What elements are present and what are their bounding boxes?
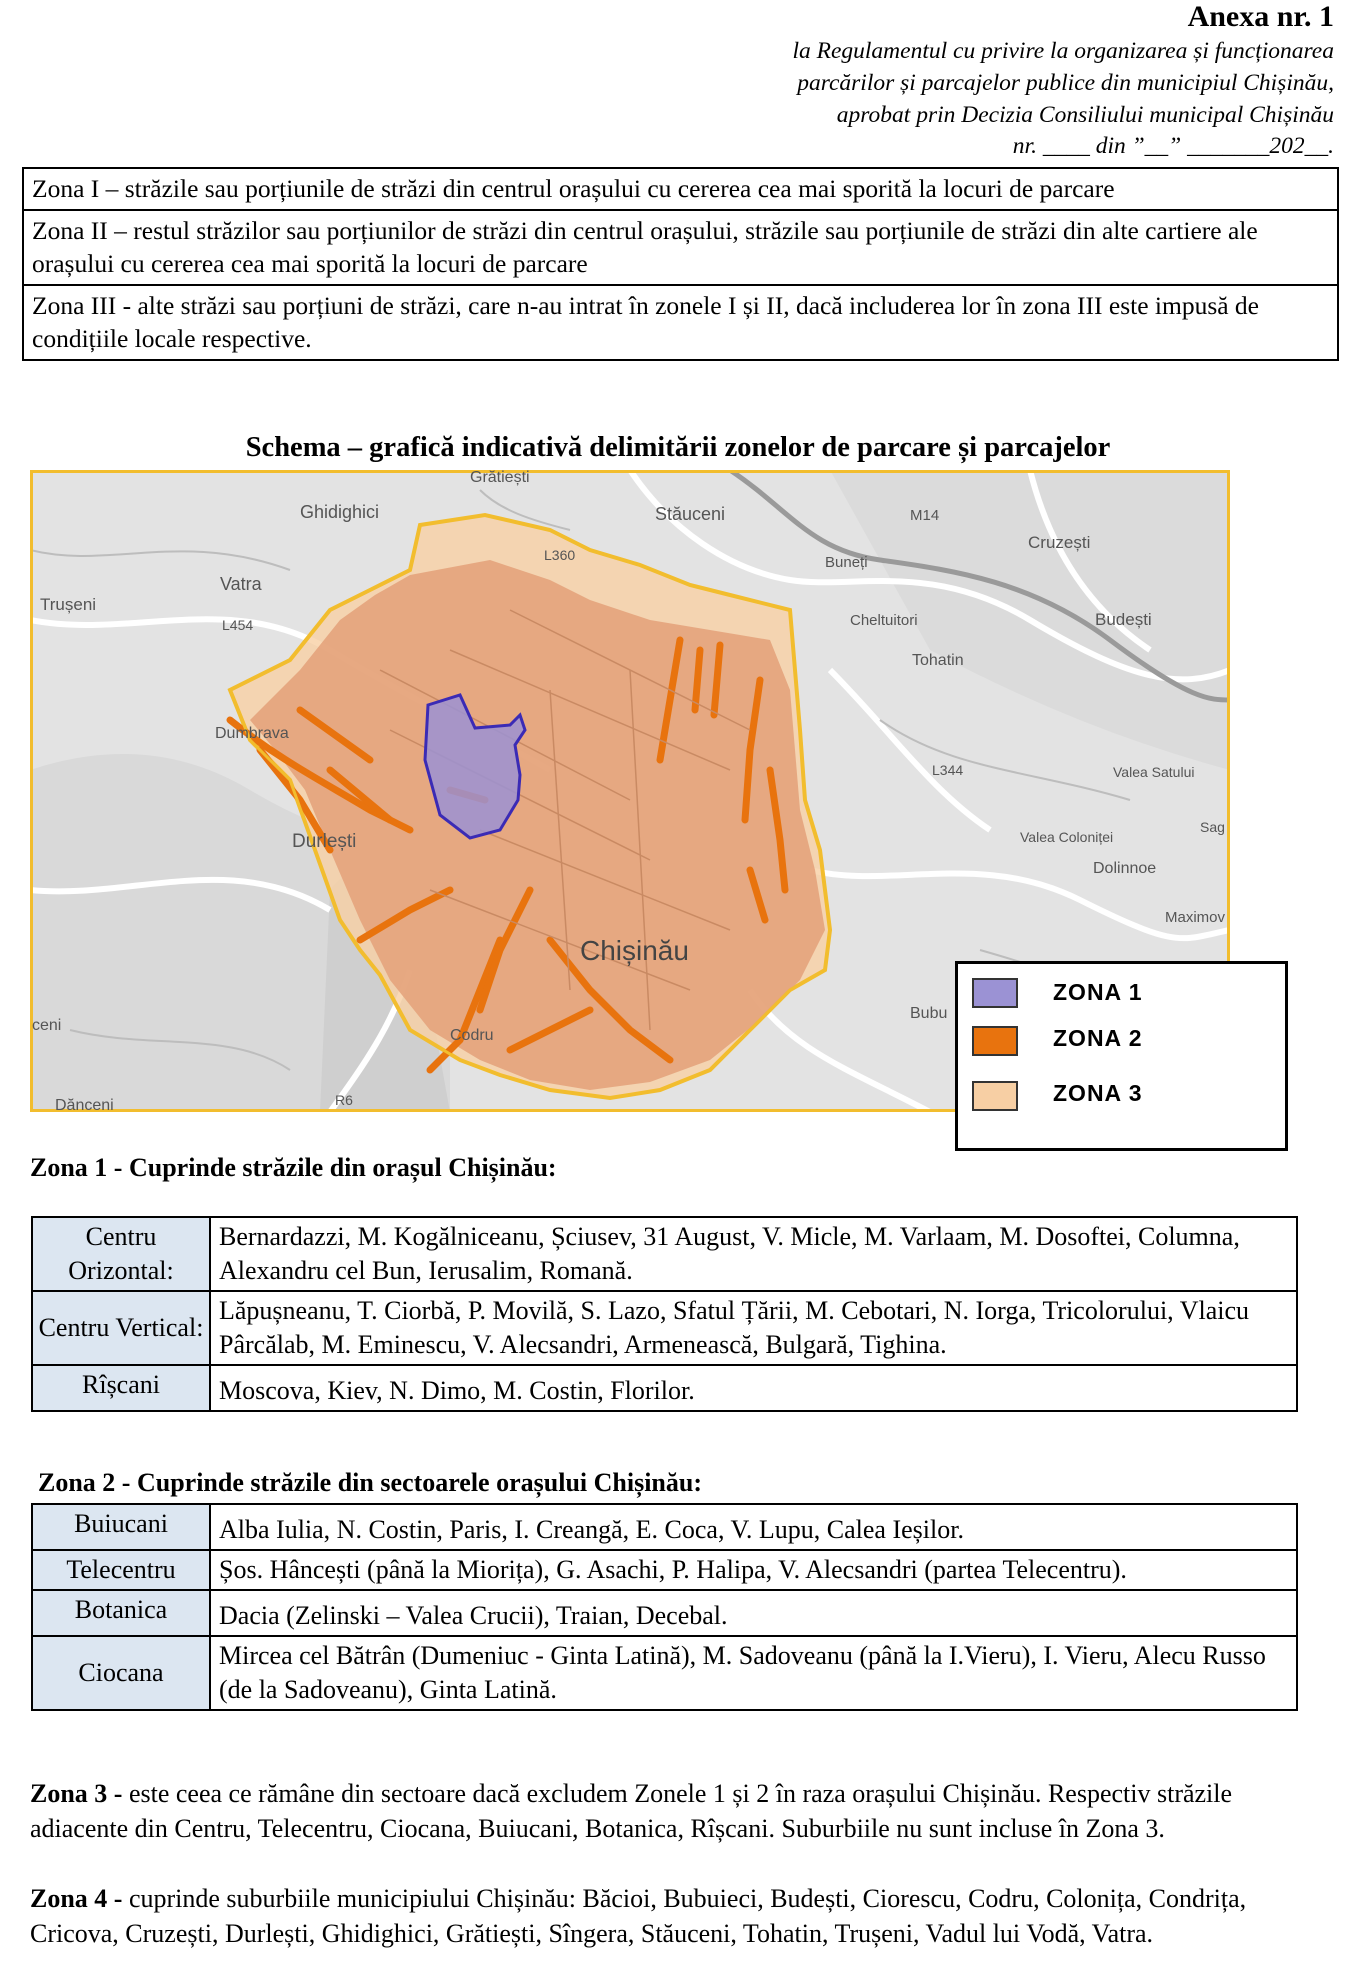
zona-1-table	[31, 1216, 1298, 1412]
map-label: L360	[544, 547, 576, 563]
map-label: Ghidighici	[300, 502, 380, 522]
sector-cell: Botanica	[32, 1590, 210, 1636]
zone-definition-row	[23, 285, 1338, 360]
sector-cell: Ciocana	[32, 1636, 210, 1710]
zone-iii-definition: Zona III - alte străzi sau porțiuni de străzi, care n-au intrat în zonele I și II, dacă includerea lor în zona III este impusă de condițiile locale respective.	[23, 285, 1338, 360]
map-label: L344	[932, 762, 964, 778]
sector-cell: Centru Vertical:	[32, 1291, 210, 1365]
streets-cell: Moscova, Kiev, N. Dimo, M. Costin, Florilor.	[210, 1365, 1297, 1411]
zona-4-label: Zona 4 -	[30, 1884, 123, 1913]
map-label: M14	[910, 507, 940, 524]
legend-label: ZONA 1	[1053, 979, 1143, 1005]
map-label: Cruzești	[1028, 533, 1091, 552]
zone-i-definition: Zona I – străzile sau porțiunile de străzi din centrul orașului cu cererea cea mai sporită la locuri de parcare	[23, 168, 1338, 210]
schema-title: Schema – grafică indicativă delimitării zonelor de parcare și parcajelor	[245, 432, 1111, 463]
map-label: Durlești	[292, 831, 357, 852]
map-label: Codru	[450, 1027, 494, 1044]
map-label: Tohatin	[912, 652, 964, 669]
sector-cell: Telecentru	[32, 1550, 210, 1590]
map-label: Dumbrava	[215, 725, 289, 742]
legend-swatch-zona-2	[972, 1026, 1018, 1056]
zona-4-text: cuprinde suburbiile municipiului Chișinău: Băcioi, Bubuieci, Budești, Ciorescu, Codru, Colonița, Condrița, Cricova, Cruzești, Durlești, Ghidighici, Grătiești, Sîngera, Stăuceni, Tohatin, Trușeni, Vadul lui Vodă, Vatra.	[30, 1884, 1247, 1948]
map-label: Sag	[1200, 819, 1225, 835]
streets-cell: Șos. Hâncești (până la Miorița), G. Asachi, P. Halipa, V. Alecsandri (partea Telecentru).	[210, 1550, 1297, 1590]
zone-definition-row	[23, 210, 1338, 285]
streets-cell: Mircea cel Bătrân (Dumeniuc - Ginta Latină), M. Sadoveanu (până la I.Vieru), I. Vieru, Alecu Russo (de la Sadoveanu), Ginta Latină.	[210, 1636, 1297, 1710]
legend-swatch-zona-1	[972, 978, 1018, 1008]
legend-label: ZONA 3	[1053, 1080, 1143, 1106]
zone-definition-row	[23, 168, 1338, 210]
map-label: Vatra	[220, 574, 262, 594]
zona-4-description	[30, 1881, 1330, 1951]
annex-subtitle-line: nr. ____ din ”__” _______202__.	[1012, 133, 1334, 159]
zona-3-label: Zona 3 -	[30, 1779, 123, 1808]
map-label: Cheltuitori	[850, 612, 918, 629]
table-row	[32, 1504, 1297, 1550]
map-label: R6	[335, 1092, 353, 1108]
annex-subtitle-line: la Regulamentul cu privire la organizarea și funcționarea	[792, 38, 1334, 64]
table-row	[32, 1217, 1297, 1291]
table-row	[32, 1636, 1297, 1710]
legend-swatch-zona-3	[972, 1081, 1018, 1111]
map-label: Dolinnoe	[1093, 860, 1157, 877]
map-label: Maximov	[1165, 909, 1226, 926]
map-label: Valea Coloniței	[1020, 829, 1114, 845]
map-label: Grătiești	[470, 470, 530, 486]
zona-1-heading: Zona 1 - Cuprinde străzile din orașul Chișinău:	[30, 1153, 557, 1182]
map-label: Valea Satului	[1113, 764, 1195, 780]
sector-cell: Centru Orizontal:	[32, 1217, 210, 1291]
zone-ii-definition: Zona II – restul străzilor sau porțiunilor de străzi din centrul orașului, străzile sau porțiunile de străzi din alte cartiere ale orașului cu cererea cea mai sporită la locuri de parcare	[23, 210, 1338, 285]
table-row	[32, 1291, 1297, 1365]
legend-label: ZONA 2	[1053, 1025, 1143, 1051]
streets-cell: Alba Iulia, N. Costin, Paris, I. Creangă, E. Coca, V. Lupu, Calea Ieșilor.	[210, 1504, 1297, 1550]
annex-subtitle-line: aprobat prin Decizia Consiliului municipal Chișinău	[836, 102, 1334, 128]
map-label: Bubu	[910, 1005, 948, 1022]
zona-2-table	[31, 1503, 1298, 1711]
map-label: L454	[222, 617, 254, 633]
zona-3-text: este ceea ce rămâne din sectoare dacă excludem Zonele 1 și 2 în raza orașului Chișinău. Respectiv străzile adiacente din Centru, Telecentru, Ciocana, Buiucani, Botanica, Rîșcani. Suburbiile nu sunt incluse în Zona 3.	[30, 1779, 1233, 1843]
streets-cell: Lăpușneanu, T. Ciorbă, P. Movilă, S. Lazo, Sfatul Țării, M. Cebotari, N. Iorga, Tricolorului, Vlaicu Pârcălab, M. Eminescu, V. Alecsandri, Armenească, Bulgară, Tighina.	[210, 1291, 1297, 1365]
annex-subtitle-line: parcărilor și parcajelor publice din municipiul Chișinău,	[797, 70, 1334, 96]
streets-cell: Bernardazzi, M. Kogălniceanu, Șciusev, 31 August, V. Micle, M. Varlaam, M. Dosoftei, Columna, Alexandru cel Bun, Ierusalim, Romană.	[210, 1217, 1297, 1291]
map-label: Dănceni	[55, 1097, 114, 1112]
zona-3-description	[30, 1776, 1330, 1846]
table-row	[32, 1590, 1297, 1636]
map-label: ceni	[32, 1017, 62, 1034]
sector-cell: Rîșcani	[32, 1365, 210, 1411]
map-label: Budești	[1095, 610, 1152, 629]
sector-cell: Buiucani	[32, 1504, 210, 1550]
streets-cell: Dacia (Zelinski – Valea Crucii), Traian, Decebal.	[210, 1590, 1297, 1636]
map-label: Stăuceni	[655, 504, 726, 524]
map-legend	[955, 961, 1288, 1151]
annex-title: Anexa nr. 1	[1187, 0, 1334, 33]
table-row	[32, 1365, 1297, 1411]
table-row	[32, 1550, 1297, 1590]
zone-definitions-table	[22, 167, 1339, 361]
map-label: Trușeni	[40, 595, 97, 614]
zona-2-heading: Zona 2 - Cuprinde străzile din sectoarele orașului Chișinău:	[38, 1468, 703, 1497]
map-label-chisinau: Chișinău	[580, 935, 689, 966]
map-label: Buneți	[825, 554, 868, 571]
